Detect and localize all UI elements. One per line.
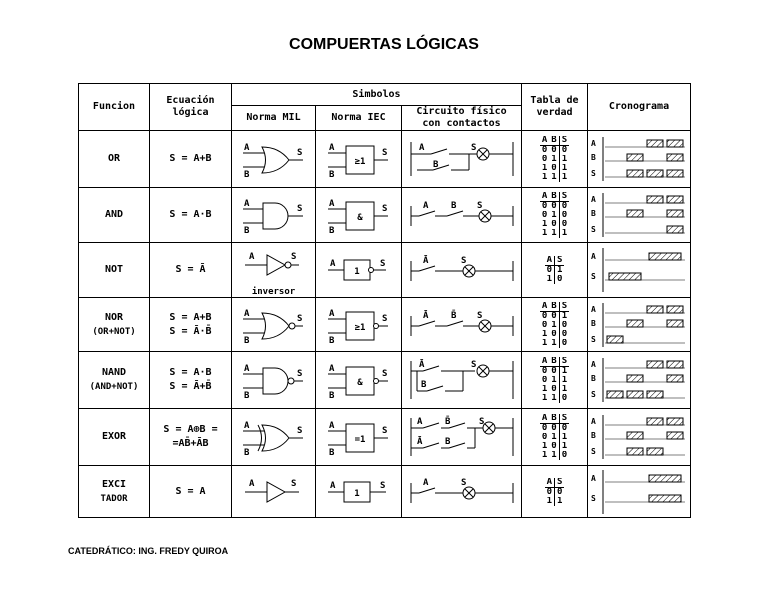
svg-text:S: S (381, 426, 387, 436)
svg-text:S: S (379, 480, 385, 491)
truth-table: A B S 0 0 0 0 1 1 1 0 1 1 1 1 (522, 131, 588, 188)
contact-circuit (402, 466, 522, 518)
contact-circuit (402, 409, 522, 466)
svg-text:Ā: Ā (422, 310, 428, 321)
header-cronograma: Cronograma (588, 84, 691, 131)
gate-equation: S = A·B S = Ā+B̄ (150, 352, 232, 409)
svg-text:A: A (591, 360, 596, 369)
iec-symbol (316, 409, 402, 466)
svg-text:B: B (328, 226, 334, 236)
truth-table: A S 0 0 1 1 (522, 466, 588, 518)
header-tabla-verdad: Tabla de verdad (522, 84, 588, 131)
gate-name: OR (79, 131, 150, 188)
timing-diagram (588, 298, 691, 352)
iec-symbol (316, 352, 402, 409)
svg-text:S: S (591, 334, 596, 344)
iec-symbol (316, 466, 402, 518)
svg-text:S: S (296, 369, 302, 379)
gate-name: EXOR (79, 409, 150, 466)
iec-label: ≥1 (354, 322, 365, 333)
iec-symbol (316, 298, 402, 352)
gate-name: AND (79, 188, 150, 243)
truth-table: A S 0 1 1 0 (522, 243, 588, 298)
svg-text:A: A (328, 199, 334, 209)
svg-text:B̄: B̄ (450, 310, 456, 321)
svg-text:S: S (379, 259, 385, 269)
timing-diagram (588, 466, 691, 518)
svg-text:S: S (296, 313, 302, 324)
svg-text:A: A (328, 308, 334, 319)
mil-symbol (232, 409, 316, 466)
svg-text:B: B (591, 318, 596, 328)
iec-symbol (316, 131, 402, 188)
gate-row (79, 188, 691, 243)
svg-text:B: B (243, 448, 249, 458)
gate-name: NOR (OR+NOT) (79, 298, 150, 352)
svg-text:A: A (422, 477, 428, 488)
svg-text:S: S (476, 310, 482, 321)
truth-table: A B S 0 0 0 0 1 0 1 0 0 1 1 1 (522, 188, 588, 243)
logic-gates-table (78, 83, 691, 518)
gate-row (79, 466, 691, 518)
svg-text:A: A (248, 252, 254, 262)
page-title: COMPUERTAS LÓGICAS (289, 36, 479, 53)
svg-text:B: B (432, 160, 438, 170)
iec-label: =1 (354, 435, 365, 445)
mil-symbol (232, 131, 316, 188)
timing-diagram (588, 131, 691, 188)
svg-text:A: A (416, 417, 422, 427)
header-simbolos: Simbolos (232, 84, 522, 106)
svg-text:S: S (476, 201, 482, 211)
svg-text:A: A (328, 364, 334, 374)
svg-text:B: B (420, 380, 426, 390)
svg-text:S: S (460, 477, 466, 488)
svg-text:A: A (418, 143, 424, 153)
iec-label: 1 (353, 267, 360, 277)
svg-text:A: A (328, 143, 334, 153)
gate-equation: S = A (150, 466, 232, 518)
gate-row (79, 298, 691, 352)
mil-symbol (232, 298, 316, 352)
mil-symbol (232, 352, 316, 409)
mil-symbol (232, 466, 316, 518)
svg-text:A: A (243, 199, 249, 209)
svg-text:S: S (470, 360, 476, 370)
footer-credit: CATEDRÁTICO: ING. FREDY QUIROA (68, 546, 229, 556)
svg-text:B: B (243, 170, 249, 180)
header-circuito: Circuito físico con contactos (402, 106, 522, 131)
svg-text:B: B (444, 437, 450, 447)
gate-equation: S = Ā (150, 243, 232, 298)
svg-text:A: A (328, 421, 334, 431)
truth-table: A B S 0 0 0 0 1 1 1 0 1 1 1 0 (522, 409, 588, 466)
truth-table: A B S 0 0 1 0 1 0 1 0 0 1 1 0 (522, 298, 588, 352)
iec-symbol (316, 243, 402, 298)
svg-text:B: B (591, 374, 596, 383)
mil-symbol: A S inversor (232, 243, 316, 298)
svg-text:S: S (290, 252, 296, 262)
iec-label: 1 (353, 488, 360, 499)
svg-text:B: B (243, 226, 249, 236)
svg-text:A: A (591, 139, 596, 148)
svg-text:S: S (591, 447, 596, 456)
truth-table: A B S 0 0 1 0 1 1 1 0 1 1 1 0 (522, 352, 588, 409)
header-norma-mil: Norma MIL (232, 106, 316, 131)
timing-diagram (588, 409, 691, 466)
svg-text:B: B (328, 170, 334, 180)
header-ecuacion: Ecuación lógica (150, 84, 232, 131)
svg-text:B̄: B̄ (444, 417, 450, 427)
svg-text:S: S (591, 225, 596, 234)
gate-equation: S = A+B (150, 131, 232, 188)
iec-symbol (316, 188, 402, 243)
svg-text:S: S (591, 493, 596, 503)
svg-text:Ā: Ā (416, 437, 422, 447)
iec-label: & (356, 213, 363, 223)
svg-text:S: S (296, 204, 302, 214)
svg-text:Ā: Ā (422, 256, 428, 266)
svg-text:A: A (243, 308, 249, 319)
gate-row (79, 352, 691, 409)
svg-text:A: A (243, 421, 249, 431)
svg-text:B: B (591, 153, 596, 162)
svg-text:S: S (591, 272, 596, 281)
timing-diagram (588, 188, 691, 243)
timing-diagram (588, 352, 691, 409)
gate-name: EXCI TADOR (79, 466, 150, 518)
contact-circuit (402, 131, 522, 188)
svg-text:A: A (243, 143, 249, 153)
svg-text:S: S (478, 417, 484, 427)
contact-circuit (402, 188, 522, 243)
svg-text:B: B (591, 209, 596, 218)
svg-text:A: A (243, 364, 249, 374)
svg-text:S: S (381, 148, 387, 158)
svg-text:S: S (381, 313, 387, 324)
svg-text:A: A (329, 259, 335, 269)
header-norma-iec: Norma IEC (316, 106, 402, 131)
svg-text:S: S (591, 390, 596, 399)
gate-name: NOT (79, 243, 150, 298)
svg-text:S: S (296, 426, 302, 436)
gate-equation: S = A+B S = Ā·B̄ (150, 298, 232, 352)
gate-name: NAND (AND+NOT) (79, 352, 150, 409)
svg-text:S: S (381, 369, 387, 379)
svg-text:A: A (591, 473, 596, 483)
svg-text:A: A (329, 480, 335, 491)
gate-row (79, 409, 691, 466)
svg-text:S: S (296, 148, 302, 158)
svg-text:S: S (290, 478, 296, 489)
iec-label: ≥1 (354, 157, 365, 167)
svg-text:S: S (460, 256, 466, 266)
timing-diagram (588, 243, 691, 298)
svg-text:B: B (328, 335, 334, 346)
svg-text:Ā: Ā (418, 360, 424, 370)
gate-equation: S = A·B (150, 188, 232, 243)
contact-circuit (402, 298, 522, 352)
svg-text:B: B (450, 201, 456, 211)
svg-text:S: S (470, 143, 476, 153)
gate-equation: S = A⊕B = =AB̄+ĀB (150, 409, 232, 466)
gate-row (79, 243, 691, 298)
svg-text:A: A (591, 252, 596, 261)
mil-symbol (232, 188, 316, 243)
svg-text:A: A (591, 417, 596, 426)
header-funcion: Funcion (79, 84, 150, 131)
svg-text:A: A (248, 478, 254, 489)
svg-text:S: S (591, 169, 596, 178)
gate-row (79, 131, 691, 188)
svg-text:B: B (243, 335, 249, 346)
iec-label: & (356, 378, 363, 388)
svg-text:A: A (591, 304, 596, 314)
svg-text:A: A (591, 195, 596, 204)
svg-text:S: S (381, 204, 387, 214)
svg-text:B: B (328, 448, 334, 458)
contact-circuit (402, 243, 522, 298)
svg-text:B: B (591, 431, 596, 440)
svg-text:B: B (328, 391, 334, 401)
svg-text:B: B (243, 391, 249, 401)
svg-text:A: A (422, 201, 428, 211)
contact-circuit (402, 352, 522, 409)
